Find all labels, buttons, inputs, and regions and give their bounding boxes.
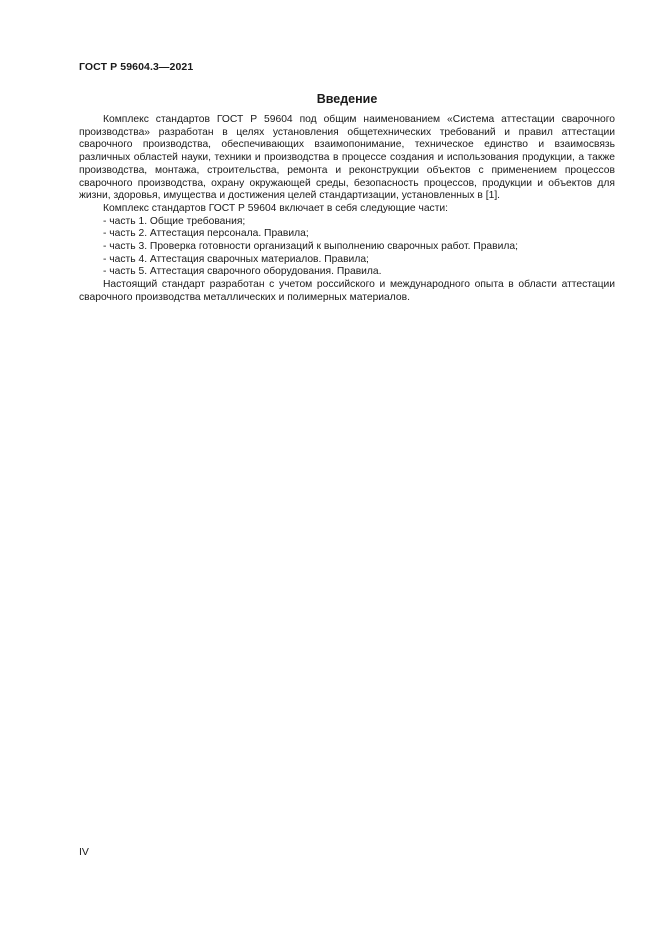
document-code: ГОСТ Р 59604.3—2021: [79, 61, 194, 73]
section-body: [79, 114, 615, 305]
intro-paragraph: Комплекс стандартов ГОСТ Р 59604 под общим наименованием «Система аттестации сварочного производства» разработан в целях установления общетехнических требований и правил аттестации сварочного производства, обеспечивающих взаимопонимание, техническое единство и взаимосвязь различных областей науки, техники и производства в процессе создания и использования продукции, а также производства, монтажа, строительства, ремонта и реконструкции объектов с применением процессов сварочного производства, охрану окружающей среды, безопасность процессов, продукции и объектов для жизни, здоровья, имущества и достижения целей стандартизации, установленных в [1].: [79, 114, 615, 202]
part-list-item: - часть 1. Общие требования;: [103, 215, 246, 227]
part-list-item: - часть 4. Аттестация сварочных материалов. Правила;: [103, 253, 369, 265]
part-list-item: - часть 2. Аттестация персонала. Правила;: [103, 228, 309, 240]
part-list-item: - часть 5. Аттестация сварочного оборудования. Правила.: [103, 266, 382, 278]
page-number: IV: [79, 846, 89, 858]
section-title: Введение: [316, 92, 378, 106]
part-list-item: - часть 3. Проверка готовности организаций к выполнению сварочных работ. Правила;: [103, 241, 518, 253]
closing-paragraph: Настоящий стандарт разработан с учетом российского и международного опыта в области аттестации сварочного производства металлических и полимерных материалов.: [79, 279, 615, 303]
parts-intro-paragraph: Комплекс стандартов ГОСТ Р 59604 включает в себя следующие части:: [103, 202, 449, 214]
